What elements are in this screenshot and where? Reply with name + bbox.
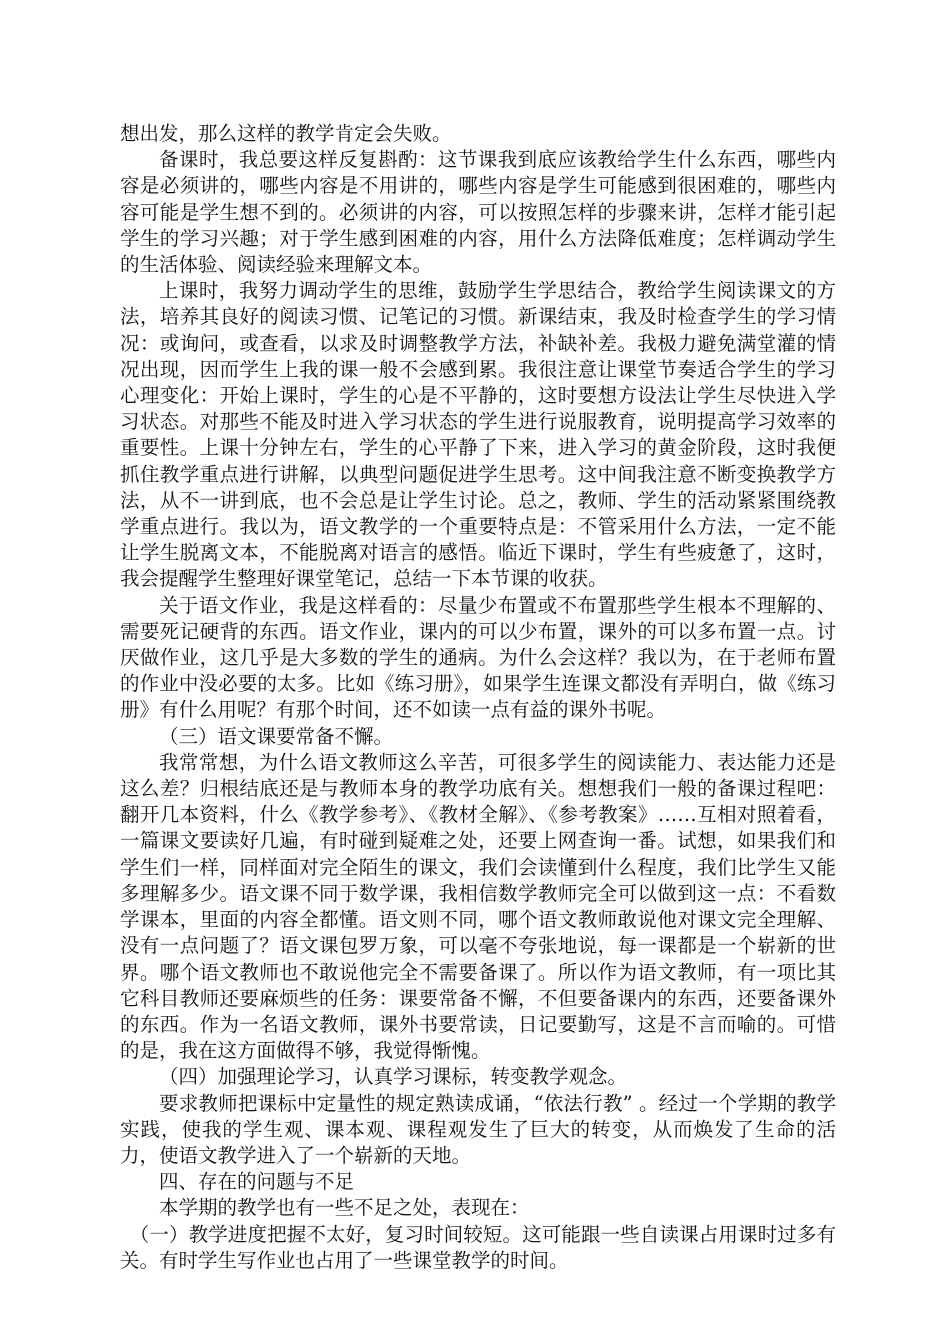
paragraph: 要求教师把课标中定量性的规定熟读成诵，“依法行教” 。经过一个学期的教学实践，使我的学生观、课本观、课程观发生了巨大的转变，从而焕发了生命的活力，使语文教学进入了一个崭新的天地。	[120, 1091, 836, 1167]
section-heading: （三）语文课要常备不懈。	[159, 724, 394, 748]
list-item: （一）教学进度把握不太好，复习时间较短。这可能跟一些自读课占用课时过多有关。有时学生写作业也占用了一些课堂教学的时间。	[120, 1222, 836, 1272]
paragraph: 本学期的教学也有一些不足之处，表现在：	[159, 1196, 530, 1220]
section-heading: 四、存在的问题与不足	[159, 1170, 355, 1194]
section-heading: （四）加强理论学习，认真学习课标，转变教学观念。	[159, 1065, 628, 1089]
paragraph: 想出发，那么这样的教学肯定会失败。	[120, 122, 452, 145]
paragraph: 备课时，我总要这样反复斟酌：这节课我到底应该教给学生什么东西，哪些内容是必须讲的，哪些内容是不用讲的，哪些内容是学生可能感到很困难的，哪些内容可能是学生想不到的。必须讲的内容，可以按照怎样的步骤来讲，怎样才能引起学生的学习兴趣；对于学生感到困难的内容，用什么方法降低难度；怎样调动学生的生活体验、阅读经验来理解文本。	[120, 148, 836, 277]
document-page	[120, 121, 836, 1274]
paragraph: 上课时，我努力调动学生的思维，鼓励学生学思结合，教给学生阅读课文的方法，培养其良好的阅读习惯、记笔记的习惯。新课结束，我及时检查学生的学习情况：或询问，或查看，以求及时调整教学方法，补缺补差。我极力避免满堂灌的情况出现，因而学生上我的课一般不会感到累。我很注意让课堂节奏适合学生的学习心理变化：开始上课时，学生的心是不平静的，这时要想方设法让学生尽快进入学习状态。对那些不能及时进入学习状态的学生进行说服教育，说明提高学习效率的重要性。上课十分钟左右，学生的心平静了下来，进入学习的黄金阶段，这时我便抓住教学重点进行讲解，以典型问题促进学生思考。这中间我注意不断变换教学方法，从不一讲到底，也不会总是让学生讨论。总之，教师、学生的活动紧紧围绕教学重点进行。我以为，语文教学的一个重要特点是：不管采用什么方法，一定不能让学生脱离文本，不能脱离对语言的感悟。临近下课时，学生有些疲惫了，这时，我会提醒学生整理好课堂笔记，总结一下本节课的收获。	[120, 279, 836, 591]
paragraph: 我常常想，为什么语文教师这么辛苦，可很多学生的阅读能力、表达能力还是这么差？归根结底还是与教师本身的教学功底有关。想想我们一般的备课过程吧：翻开几本资料，什么《教学参考》、《教材全解》、《参考教案》……互相对照着看，一篇课文要读好几遍，有时碰到疑难之处，还要上网查询一番。试想，如果我们和学生们一样，同样面对完全陌生的课文，我们会读懂到什么程度，我们比学生又能多理解多少。语文课不同于数学课，我相信数学教师完全可以做到这一点：不看数学课本，里面的内容全都懂。语文则不同，哪个语文教师敢说他对课文完全理解、没有一点问题了？语文课包罗万象，可以毫不夸张地说，每一课都是一个崭新的世界。哪个语文教师也不敢说他完全不需要备课了。所以作为语文教师，有一项比其它科目教师还要麻烦些的任务：课要常备不懈，不但要备课内的东西，还要备课外的东西。作为一名语文教师，课外书要常读，日记要勤写，这是不言而喻的。可惜的是，我在这方面做得不够，我觉得惭愧。	[120, 750, 836, 1063]
paragraph: 关于语文作业，我是这样看的：尽量少布置或不布置那些学生根本不理解的、需要死记硬背的东西。语文作业，课内的可以少布置，课外的可以多布置一点。讨厌做作业，这几乎是大多数的学生的通病。为什么会这样？我以为，在于老师布置的作业中没必要的太多。比如《练习册》，如果学生连课文都没有弄明白，做《练习册》有什么用呢？有那个时间，还不如读一点有益的课外书呢。	[120, 593, 836, 722]
